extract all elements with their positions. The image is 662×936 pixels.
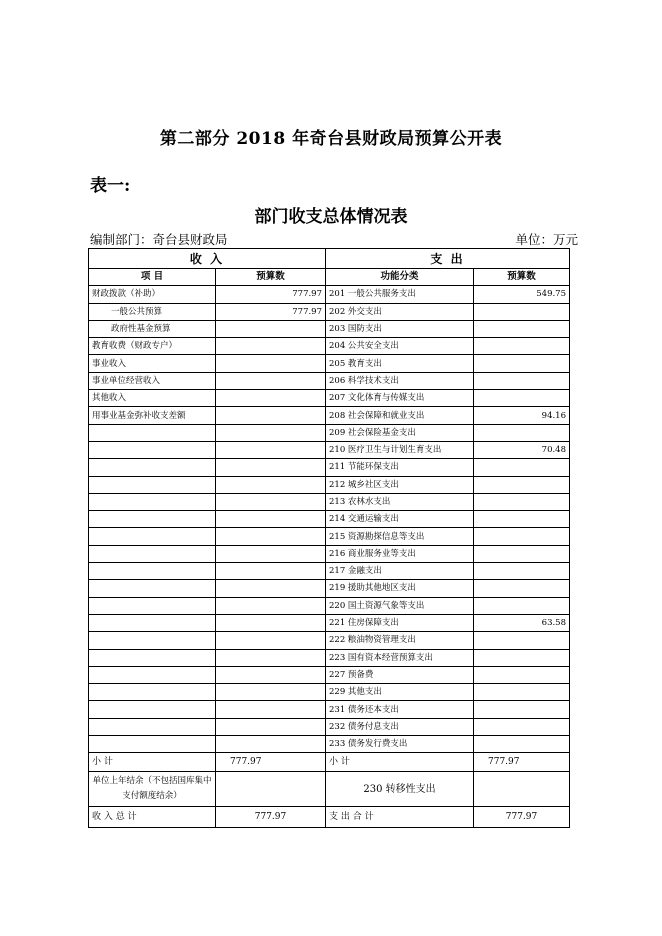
part-title: 第二部分 2018 年奇台县财政局预算公开表	[159, 129, 503, 149]
income-item	[89, 632, 216, 649]
income-item	[89, 511, 216, 528]
expense-value: 549.75	[474, 286, 570, 303]
expense-item: 215 资源勘探信息等支出	[326, 528, 474, 545]
income-item: 教育收费（财政专户）	[89, 338, 216, 355]
expense-value	[474, 372, 570, 389]
income-item	[89, 459, 216, 476]
expense-value	[474, 545, 570, 562]
unit-label: 单位：万元	[515, 232, 578, 247]
income-value	[216, 666, 326, 683]
income-subtotal-value: 777.97	[216, 753, 326, 772]
income-value	[216, 390, 326, 407]
table-row	[89, 407, 570, 424]
table-row	[89, 355, 570, 372]
expense-item: 201 一般公共服务支出	[326, 286, 474, 303]
expense-value	[474, 303, 570, 320]
expense-item: 223 国有资本经营预算支出	[326, 649, 474, 666]
income-header: 收 入	[89, 249, 326, 269]
income-value	[216, 718, 326, 735]
income-value	[216, 632, 326, 649]
expense-item: 220 国土资源气象等支出	[326, 597, 474, 614]
income-value: 777.97	[216, 286, 326, 303]
income-value	[216, 372, 326, 389]
expense-total-value: 777.97	[474, 807, 570, 828]
expense-value	[474, 632, 570, 649]
expense-value	[474, 320, 570, 337]
expense-item: 222 粮油物资管理支出	[326, 632, 474, 649]
expense-item: 210 医疗卫生与计划生育支出	[326, 441, 474, 458]
expense-item: 233 债务发行费支出	[326, 736, 474, 753]
income-item	[89, 528, 216, 545]
income-item: 一般公共预算	[89, 303, 216, 320]
table-label: 表一:	[90, 176, 131, 196]
expense-value: 63.58	[474, 614, 570, 631]
expense-value	[474, 459, 570, 476]
income-value	[216, 493, 326, 510]
table-row	[89, 338, 570, 355]
report-title: 部门收支总体情况表	[254, 207, 408, 227]
expense-item: 217 金融支出	[326, 563, 474, 580]
expense-item: 203 国防支出	[326, 320, 474, 337]
header-row-1	[89, 249, 570, 269]
income-value	[216, 338, 326, 355]
income-value	[216, 407, 326, 424]
expense-item: 232 债务付息支出	[326, 718, 474, 735]
income-item: 政府性基金预算	[89, 320, 216, 337]
income-item: 其他收入	[89, 390, 216, 407]
table-row	[89, 476, 570, 493]
header-row-2	[89, 269, 570, 286]
expense-item: 229 其他支出	[326, 684, 474, 701]
income-value	[216, 597, 326, 614]
income-value	[216, 320, 326, 337]
income-item	[89, 493, 216, 510]
expense-value	[474, 493, 570, 510]
income-item: 用事业基金弥补收支差额	[89, 407, 216, 424]
table-row	[89, 666, 570, 683]
expense-value	[474, 666, 570, 683]
table-row	[89, 528, 570, 545]
expense-item: 202 外交支出	[326, 303, 474, 320]
expense-value	[474, 580, 570, 597]
expense-value	[474, 424, 570, 441]
expense-budget-header: 预算数	[474, 269, 570, 286]
income-item	[89, 597, 216, 614]
income-item	[89, 718, 216, 735]
expense-value	[474, 338, 570, 355]
income-value	[216, 528, 326, 545]
income-item	[89, 666, 216, 683]
expense-header: 支 出	[326, 249, 570, 269]
expense-item: 221 住房保障支出	[326, 614, 474, 631]
table-row	[89, 286, 570, 303]
income-value	[216, 563, 326, 580]
expense-item: 231 债务还本支出	[326, 701, 474, 718]
income-item	[89, 684, 216, 701]
income-value	[216, 424, 326, 441]
item-header: 项 目	[89, 269, 216, 286]
expense-item: 206 科学技术支出	[326, 372, 474, 389]
table-row	[89, 545, 570, 562]
table-row	[89, 320, 570, 337]
table-row	[89, 563, 570, 580]
income-total-value: 777.97	[216, 807, 326, 828]
income-value	[216, 459, 326, 476]
income-item	[89, 563, 216, 580]
expense-item: 227 预备费	[326, 666, 474, 683]
expense-item: 219 援助其他地区支出	[326, 580, 474, 597]
expense-value	[474, 528, 570, 545]
table-row	[89, 303, 570, 320]
table-row	[89, 511, 570, 528]
income-value	[216, 545, 326, 562]
carryover-expense-value	[474, 772, 570, 807]
expense-value	[474, 597, 570, 614]
income-value	[216, 441, 326, 458]
table-row	[89, 580, 570, 597]
table-row	[89, 736, 570, 753]
expense-item: 207 文化体育与传媒支出	[326, 390, 474, 407]
budget-table	[88, 248, 570, 828]
table-row	[89, 459, 570, 476]
expense-value	[474, 736, 570, 753]
expense-subtotal-value: 777.97	[474, 753, 570, 772]
expense-item: 211 节能环保支出	[326, 459, 474, 476]
total-row	[89, 807, 570, 828]
expense-item: 204 公共安全支出	[326, 338, 474, 355]
income-value	[216, 736, 326, 753]
subtotal-row	[89, 753, 570, 772]
income-total-label: 收 入 总 计	[89, 807, 216, 828]
expense-value	[474, 390, 570, 407]
expense-item: 205 教育支出	[326, 355, 474, 372]
income-value	[216, 580, 326, 597]
table-row	[89, 614, 570, 631]
income-item: 财政拨款（补助）	[89, 286, 216, 303]
expense-item: 209 社会保险基金支出	[326, 424, 474, 441]
table-row	[89, 684, 570, 701]
income-item	[89, 701, 216, 718]
expense-subtotal-label: 小 计	[326, 753, 474, 772]
income-value	[216, 355, 326, 372]
expense-item: 214 交通运输支出	[326, 511, 474, 528]
expense-value	[474, 511, 570, 528]
income-item	[89, 580, 216, 597]
expense-value	[474, 718, 570, 735]
carryover-income-value	[216, 772, 326, 807]
table-row	[89, 597, 570, 614]
income-item: 事业单位经营收入	[89, 372, 216, 389]
expense-value	[474, 649, 570, 666]
income-value	[216, 684, 326, 701]
expense-item: 216 商业服务业等支出	[326, 545, 474, 562]
income-budget-header: 预算数	[216, 269, 326, 286]
table-row	[89, 493, 570, 510]
function-class-header: 功能分类	[326, 269, 474, 286]
income-item	[89, 476, 216, 493]
income-item	[89, 736, 216, 753]
income-item	[89, 545, 216, 562]
table-row	[89, 718, 570, 735]
income-value	[216, 649, 326, 666]
income-item: 事业收入	[89, 355, 216, 372]
table-row	[89, 424, 570, 441]
income-value: 777.97	[216, 303, 326, 320]
expense-value	[474, 684, 570, 701]
table-row	[89, 632, 570, 649]
expense-item: 212 城乡社区支出	[326, 476, 474, 493]
carryover-row	[89, 772, 570, 807]
income-value	[216, 614, 326, 631]
carryover-expense-label: 230 转移性支出	[326, 772, 474, 807]
expense-value	[474, 701, 570, 718]
table-row	[89, 649, 570, 666]
expense-total-label: 支 出 合 计	[326, 807, 474, 828]
expense-value: 70.48	[474, 441, 570, 458]
income-item	[89, 424, 216, 441]
expense-value	[474, 355, 570, 372]
income-subtotal-label: 小 计	[89, 753, 216, 772]
table-row	[89, 701, 570, 718]
income-value	[216, 511, 326, 528]
table-row	[89, 441, 570, 458]
carryover-income-label: 单位上年结余（不包括国库集中支付额度结余）	[89, 772, 216, 807]
expense-value	[474, 476, 570, 493]
expense-value: 94.16	[474, 407, 570, 424]
expense-item: 213 农林水支出	[326, 493, 474, 510]
expense-value	[474, 563, 570, 580]
table-row	[89, 372, 570, 389]
expense-item: 208 社会保障和就业支出	[326, 407, 474, 424]
income-item	[89, 441, 216, 458]
income-value	[216, 701, 326, 718]
income-item	[89, 614, 216, 631]
income-value	[216, 476, 326, 493]
compiling-department: 编制部门：奇台县财政局	[90, 232, 228, 247]
income-item	[89, 649, 216, 666]
table-row	[89, 390, 570, 407]
